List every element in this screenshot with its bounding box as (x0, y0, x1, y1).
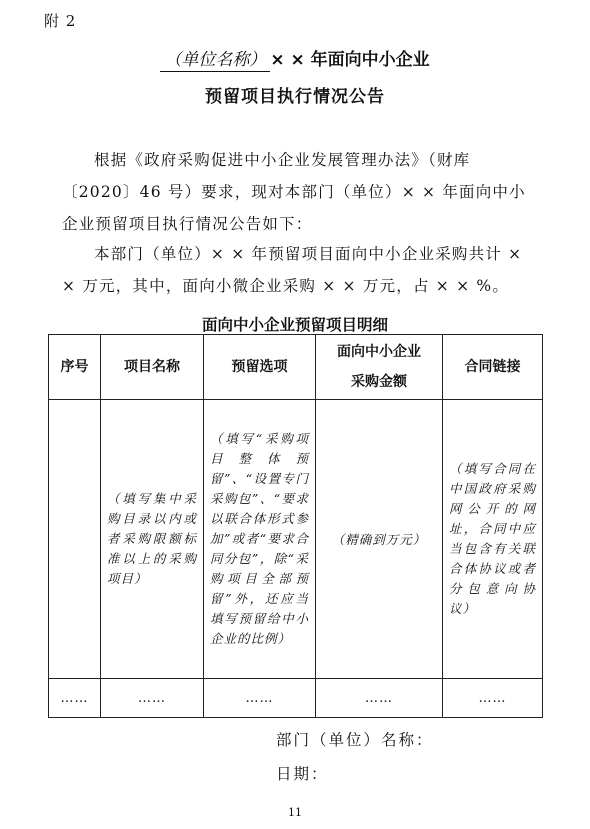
cell-project-name (101, 400, 204, 679)
table-header-row (49, 335, 543, 400)
cell-ellipsis: …… (101, 679, 204, 718)
title-line-1 (0, 45, 590, 70)
cell-reserve-option-text: （填写“采购项目整体预留”、“设置专门采购包”、“要求以联合体形式参加”或者“要求合同分包”，除“采购项目全部预留”外，还应当填写预留给中小企业的比例） (210, 431, 309, 646)
header-seq: 序号 (49, 335, 101, 400)
table-title: 面向中小企业预留项目明细 (201, 316, 388, 334)
header-amount (316, 335, 443, 400)
date-label: 日期： (276, 765, 329, 783)
table-row (49, 400, 543, 679)
cell-seq (49, 400, 101, 679)
cell-reserve-option (204, 400, 316, 679)
header-contract-link: 合同链接 (443, 335, 543, 400)
unit-name-placeholder: （单位名称） (160, 50, 270, 72)
header-amount-text: 面向中小企业采购金额 (337, 344, 421, 390)
cell-amount-text: （精确到万元） (331, 531, 427, 547)
cell-amount (316, 400, 443, 679)
page-number: 11 (288, 806, 302, 819)
title-line-1-text: × × 年面向中小企业 (270, 50, 430, 70)
paragraph-basis (62, 144, 532, 240)
header-project-name: 项目名称 (101, 335, 204, 400)
cell-ellipsis: …… (443, 679, 543, 718)
header-reserve-option: 预留选项 (204, 335, 316, 400)
title-line-2: 预留项目执行情况公告 (205, 87, 385, 107)
department-name-label: 部门（单位）名称： (276, 731, 434, 749)
paragraph-summary-text: 本部门（单位）× × 年预留项目面向中小企业采购共计 × × 万元，其中，面向小微企业采购 × × 万元，占 × × %。 (62, 245, 523, 295)
cell-ellipsis: …… (316, 679, 443, 718)
cell-contract-link (443, 400, 543, 679)
cell-project-name-text: （填写集中采购目录以内或者采购限额标准以上的采购项目） (107, 491, 197, 586)
annex-label: 附 2 (44, 12, 77, 30)
paragraph-summary (62, 238, 532, 302)
paragraph-basis-text: 根据《政府采购促进中小企业发展管理办法》（财库〔2020〕46 号）要求，现对本部门（单位）× × 年面向中小企业预留项目执行情况公告如下： (62, 151, 526, 233)
table-row (49, 679, 543, 718)
cell-ellipsis: …… (204, 679, 316, 718)
reserved-projects-table (48, 334, 543, 718)
cell-contract-link-text: （填写合同在中国政府采购网公开的网址，合同中应当包含有关联合体协议或者分包意向协议） (449, 461, 536, 616)
cell-ellipsis: …… (49, 679, 101, 718)
